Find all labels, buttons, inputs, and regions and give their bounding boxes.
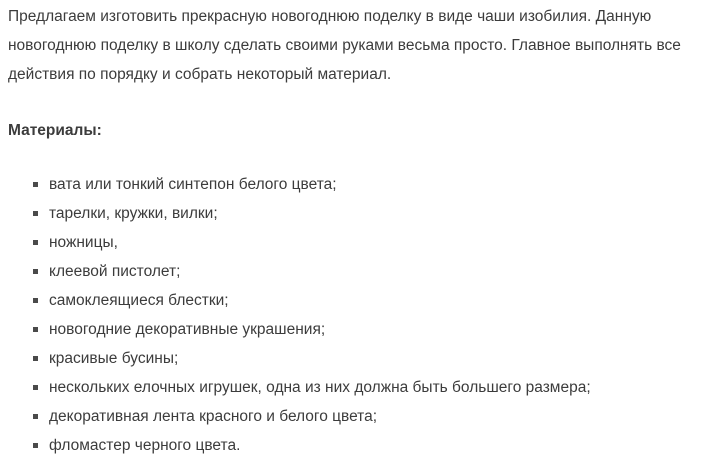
bullet-icon xyxy=(33,211,38,216)
list-item xyxy=(33,199,698,228)
list-item-text: вата или тонкий синтепон белого цвета; xyxy=(49,176,337,193)
bullet-icon xyxy=(33,356,38,361)
list-item-text: ножницы, xyxy=(49,234,118,251)
materials-heading: Материалы: xyxy=(8,122,102,139)
list-item xyxy=(33,402,698,431)
bullet-icon xyxy=(33,385,38,390)
bullet-icon xyxy=(33,443,38,448)
bullet-icon xyxy=(33,414,38,419)
list-item xyxy=(33,431,698,460)
article-body xyxy=(8,0,698,460)
list-item xyxy=(33,170,698,199)
list-item-text: нескольких елочных игрушек, одна из них должна быть большего размера; xyxy=(49,379,591,396)
list-item xyxy=(33,344,698,373)
intro-paragraph: Предлагаем изготовить прекрасную новогоднюю поделку в виде чаши изобилия. Данную новогоднюю поделку в школу сделать своими руками весьма просто. Главное выполнять все действия по порядку и собрать некоторый материал. xyxy=(8,8,681,83)
bullet-icon xyxy=(33,269,38,274)
list-item xyxy=(33,315,698,344)
materials-list xyxy=(8,170,698,460)
list-item xyxy=(33,286,698,315)
list-item-text: фломастер черного цвета. xyxy=(49,437,241,454)
list-item xyxy=(33,373,698,402)
list-item-text: красивые бусины; xyxy=(49,350,179,367)
list-item-text: декоративная лента красного и белого цвета; xyxy=(49,408,378,425)
list-item-text: клеевой пистолет; xyxy=(49,263,181,280)
bullet-icon xyxy=(33,327,38,332)
list-item-text: новогодние декоративные украшения; xyxy=(49,321,326,338)
list-item xyxy=(33,257,698,286)
list-item-text: тарелки, кружки, вилки; xyxy=(49,205,218,222)
list-item-text: самоклеящиеся блестки; xyxy=(49,292,229,309)
list-item xyxy=(33,228,698,257)
bullet-icon xyxy=(33,298,38,303)
bullet-icon xyxy=(33,240,38,245)
bullet-icon xyxy=(33,182,38,187)
